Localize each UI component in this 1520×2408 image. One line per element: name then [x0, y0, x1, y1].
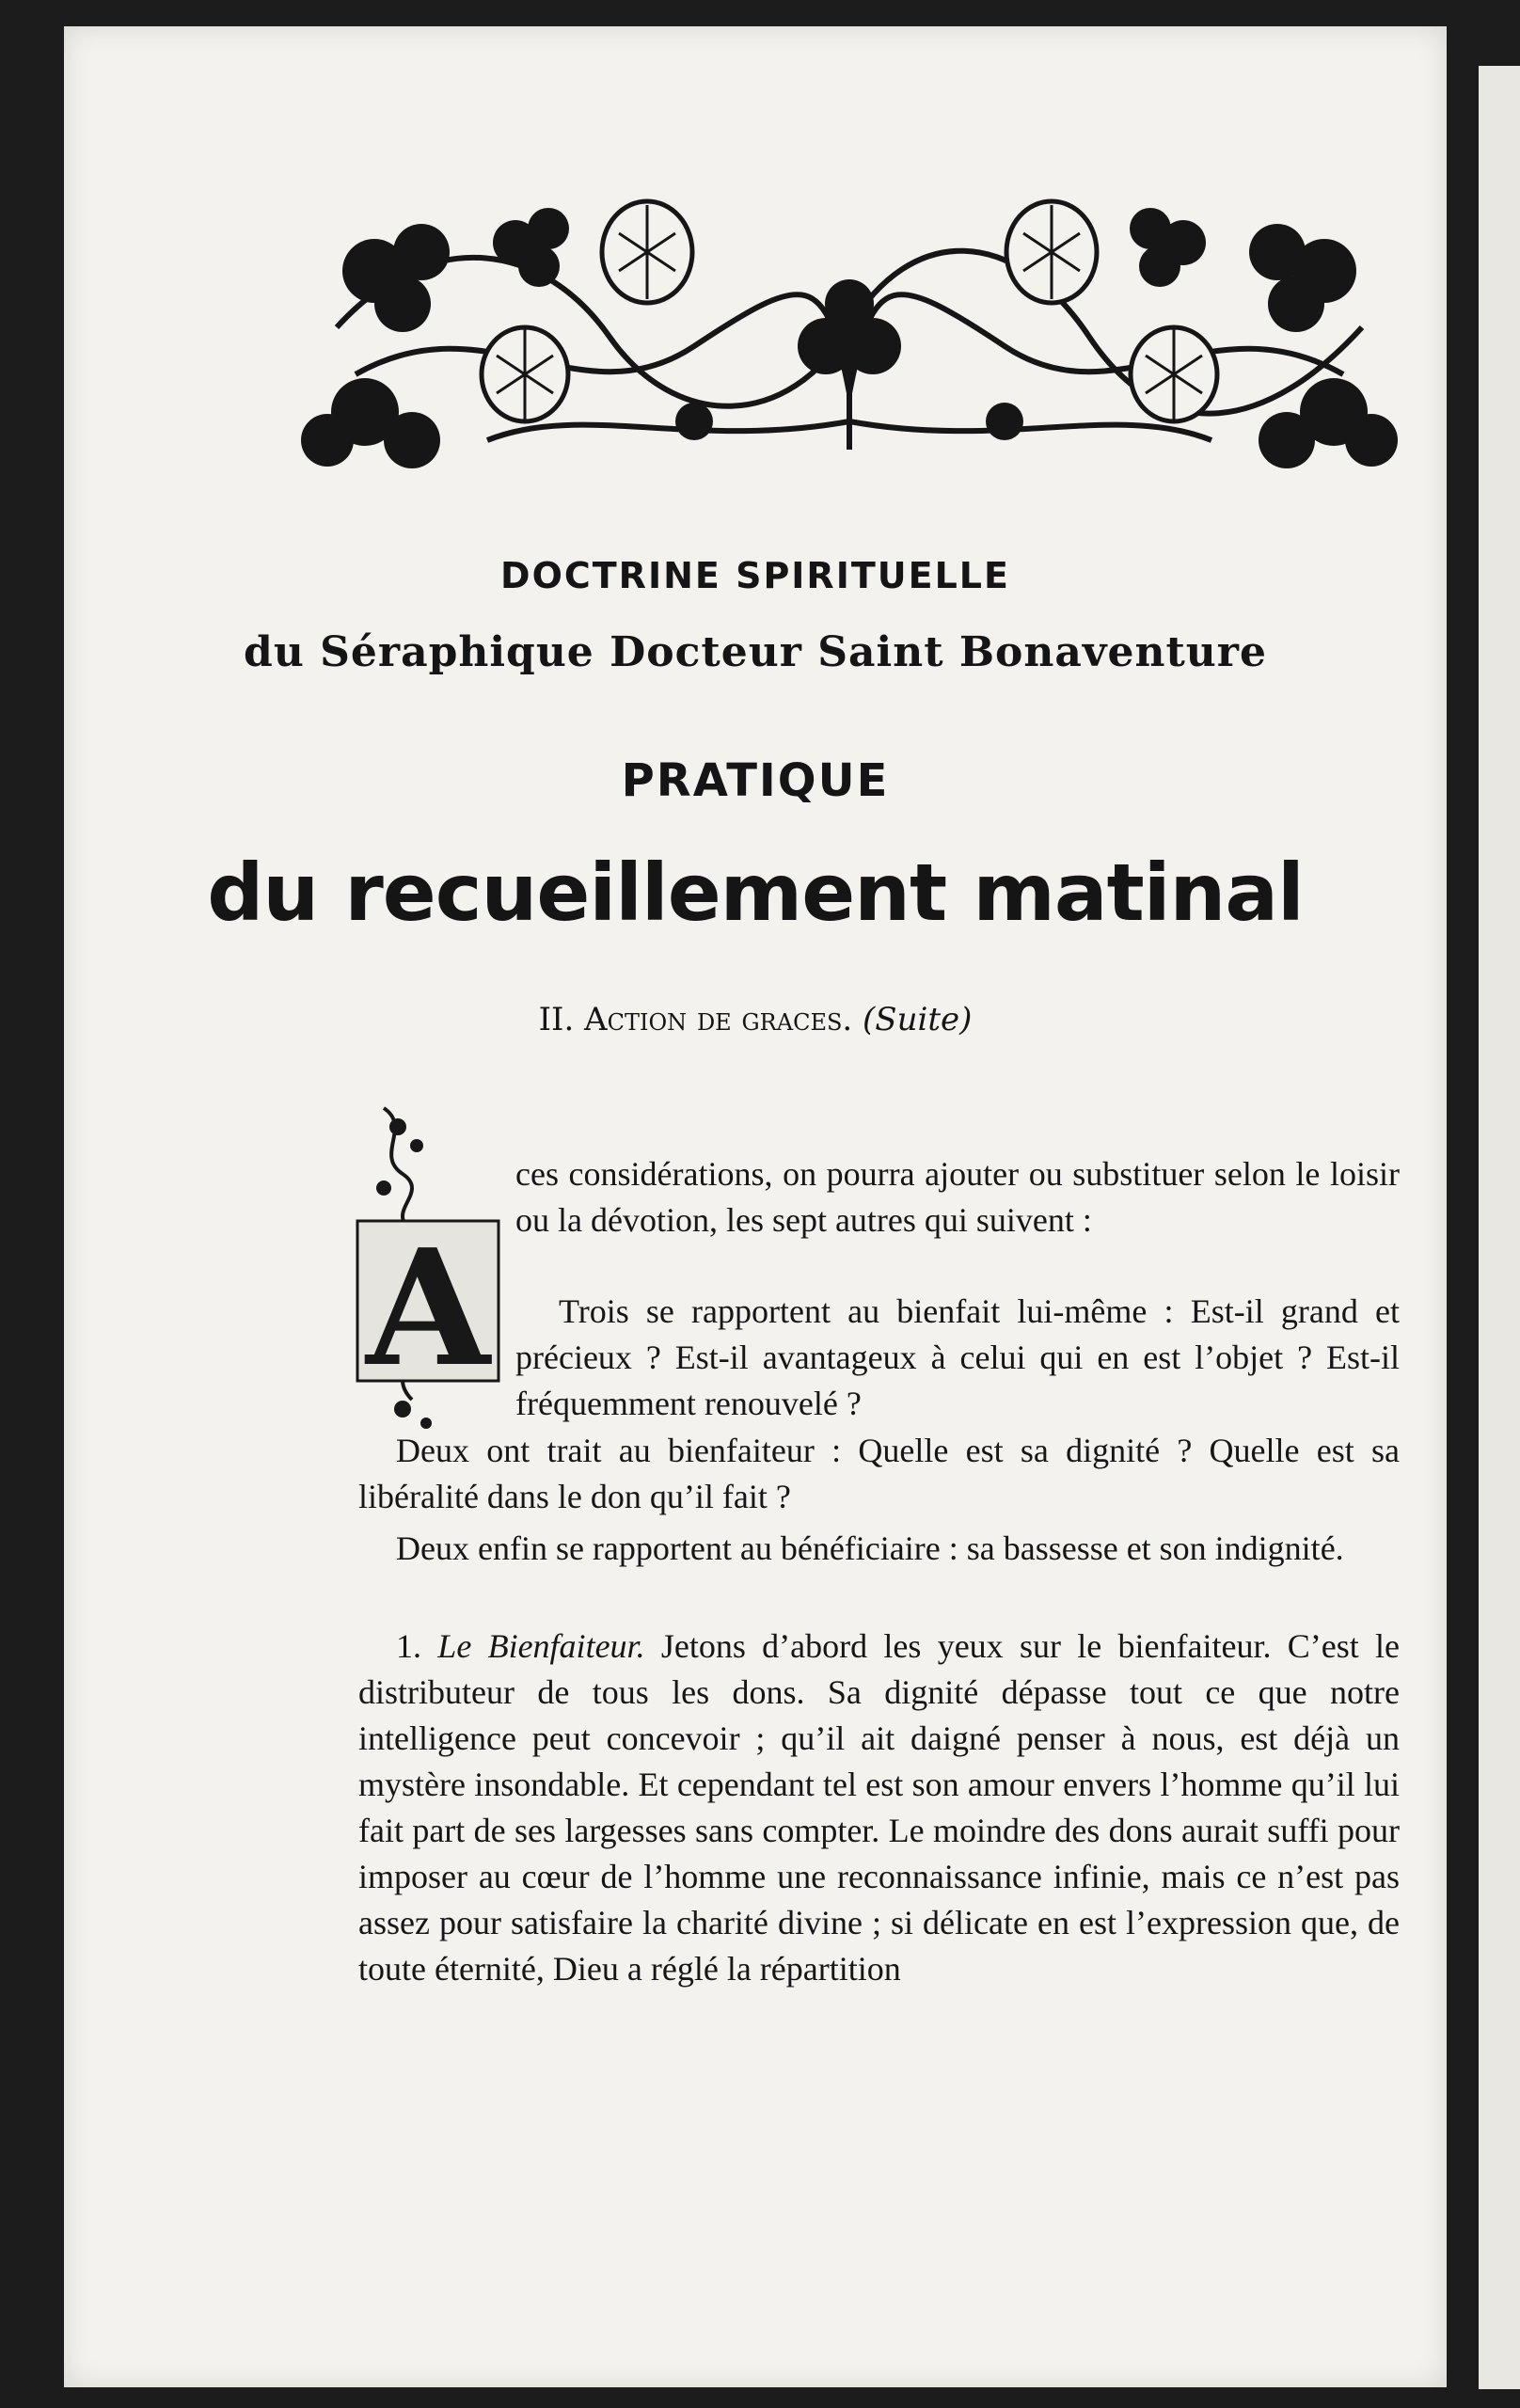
- page-title: du recueillement matinal: [207, 847, 1304, 939]
- drop-cap-a-icon: [346, 1089, 506, 1437]
- heading-pratique: PRATIQUE: [621, 754, 890, 807]
- paragraph-5-text: Jetons d’abord les yeux sur le bienfaiteur. C’est le distributeur de tous les dons. Sa dignité dépasse tout ce que notre intelligence peut concevoir ; qu’il ait daigné penser à nous, est déjà un mystère insondable. Et cependant tel est son amour envers l’homme qu’il lui fait part de ses largesses sans compter. Le moindre des dons aurait suffi pour imposer au cœur de l’homme une reconnaissance infinie, mais ce n’est pas assez pour satisfaire la charité divine ; si délicate en est l’expression que, de toute éternité, Dieu a réglé la répartition: [358, 1627, 1401, 1988]
- adjacent-page-edge: [1479, 66, 1520, 2389]
- book-page: [64, 26, 1447, 2387]
- drop-cap-letter: A: [366, 1214, 490, 1402]
- section-heading: [64, 1001, 1447, 1038]
- paragraph-5-heading: Le Bienfaiteur.: [437, 1627, 645, 1665]
- heading-doctrine: DOCTRINE SPIRITUELLE: [500, 555, 1010, 596]
- paragraph-1: ces considérations, on pourra ajouter ou substituer selon le loisir ou la dévotion, les sept autres qui suivent :: [515, 1155, 1400, 1239]
- paragraph-2: Trois se rapportent au bienfait lui-même : Est-il grand et précieux ? Est-il avantageux à celui qui en est l’objet ? Est-il fréquemment renouvelé ?: [515, 1292, 1400, 1422]
- paragraph-5-number: 1.: [396, 1627, 421, 1665]
- paragraph-4: Deux enfin se rapportent au bénéficiaire : sa bassesse et son indignité.: [396, 1529, 1344, 1567]
- paragraph-3: Deux ont trait au bienfaiteur : Quelle est sa dignité ? Quelle est sa libéralité dans le don qu’il fait ?: [358, 1432, 1400, 1515]
- section-heading-suite: (Suite): [863, 1001, 973, 1038]
- heading-seraphic-doctor: du Séraphique Docteur Saint Bonaventure: [244, 628, 1267, 676]
- section-heading-label: II. Action de graces.: [538, 1001, 853, 1038]
- paragraph-5: [358, 1624, 1400, 1992]
- floral-ornament-icon: [299, 186, 1400, 468]
